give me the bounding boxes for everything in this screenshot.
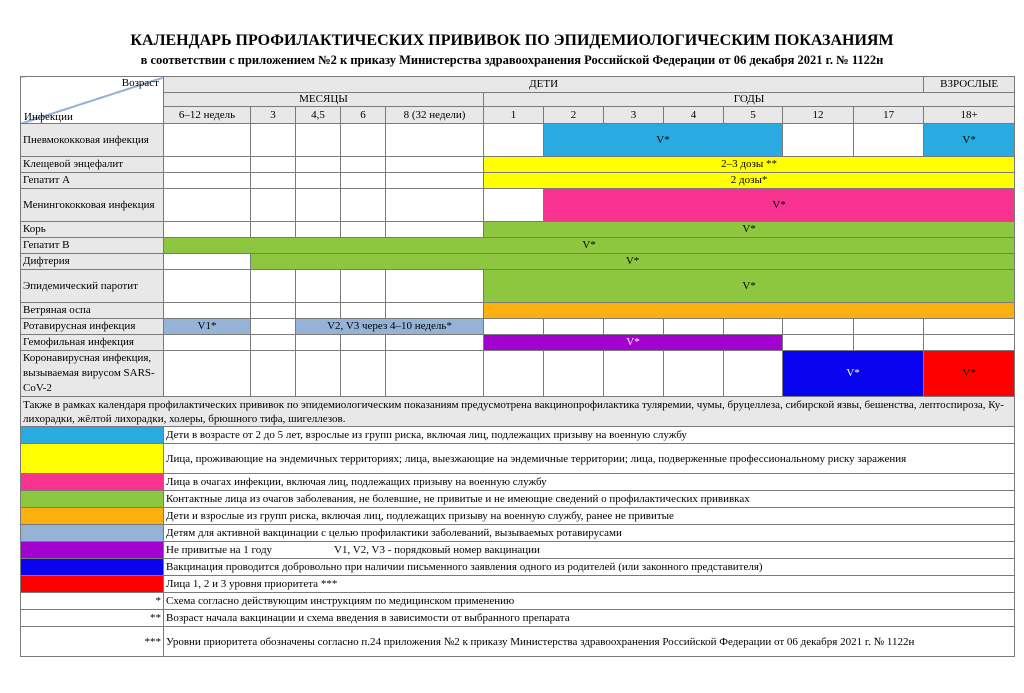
grid-cell	[386, 270, 484, 303]
table-row	[21, 124, 1015, 157]
grid-cell	[296, 270, 341, 303]
legend-text: Контактные лица из очагов заболевания, не болевшие, не привитые и не имеющие сведений о профилактических прививках	[164, 491, 1015, 508]
infection-label: Эпидемический паротит	[21, 270, 164, 303]
vaccine-bar: V*	[484, 270, 1015, 303]
infection-label: Ветряная оспа	[21, 303, 164, 319]
grid-cell	[484, 124, 544, 157]
grid-cell	[164, 124, 251, 157]
vaccine-bar	[484, 303, 1015, 319]
legend-swatch-lightblue	[21, 525, 164, 542]
legend-text-part2: V1, V2, V3 - порядковый номер вакцинации	[334, 544, 540, 556]
legend-row	[21, 525, 1015, 542]
grid-cell	[484, 189, 544, 222]
group-months: МЕСЯЦЫ	[164, 93, 484, 107]
vaccine-bar: V*	[164, 238, 1015, 254]
infection-label: Клещевой энцефалит	[21, 157, 164, 173]
group-adults: ВЗРОСЛЫЕ	[924, 77, 1015, 93]
infection-label: Гепатит А	[21, 173, 164, 189]
grid-cell	[296, 222, 341, 238]
grid-cell	[164, 270, 251, 303]
grid-cell	[341, 173, 386, 189]
legend-swatch-green	[21, 491, 164, 508]
vaccine-bar: V*	[783, 351, 924, 397]
grid-cell	[251, 157, 296, 173]
infection-label: Коронавирусная инфекция, вызываемая вирусом SARS-CoV-2	[21, 351, 164, 397]
footnote-marker: **	[21, 610, 164, 627]
vaccine-bar: V*	[251, 254, 1015, 270]
age-col-header: 6	[341, 107, 386, 124]
grid-cell	[251, 303, 296, 319]
legend-swatch-cyan	[21, 427, 164, 444]
legend-text: Дети и взрослые из групп риска, включая лиц, подлежащих призыву на военную службу, ранее не привитые	[164, 508, 1015, 525]
legend-swatch-purple	[21, 542, 164, 559]
grid-cell	[854, 319, 924, 335]
footnote-row	[21, 593, 1015, 610]
grid-cell	[296, 157, 341, 173]
group-children: ДЕТИ	[164, 77, 924, 93]
grid-cell	[251, 319, 296, 335]
vaccine-bar: V*	[924, 351, 1015, 397]
grid-cell	[484, 351, 544, 397]
group-years: ГОДЫ	[484, 93, 1015, 107]
table-row	[21, 173, 1015, 189]
grid-cell	[386, 124, 484, 157]
legend-swatch-blue	[21, 559, 164, 576]
legend-swatch-yellow	[21, 444, 164, 474]
grid-cell	[724, 351, 783, 397]
infection-label: Пневмококковая инфекция	[21, 124, 164, 157]
table-row	[21, 222, 1015, 238]
grid-cell	[924, 335, 1015, 351]
grid-cell	[341, 303, 386, 319]
legend-text: Лица, проживающие на эндемичных территориях; лица, выезжающие на эндемичные территории; лица, подверженные профессиональному риску заражения	[164, 444, 1015, 474]
page-title: КАЛЕНДАРЬ ПРОФИЛАКТИЧЕСКИХ ПРИВИВОК ПО ЭПИДЕМИОЛОГИЧЕСКИМ ПОКАЗАНИЯМ	[130, 32, 894, 49]
vaccine-bar: V2, V3 через 4–10 недель*	[296, 319, 484, 335]
infection-label: Дифтерия	[21, 254, 164, 270]
note-text: Также в рамках календаря профилактических прививок по эпидемиологическим показаниям предусмотрена вакцинопрофилактика туляремии, чумы, бруцеллеза, сибирской язвы, бешенства, лептоспироза, Ку-лихорадки, жёлтой лихорадки, холеры, брюшного тифа, шигеллезов.	[21, 397, 1015, 427]
page-subtitle: в соответствии с приложением №2 к приказу Министерства здравоохранения Российской Федерации от 06 декабря 2021 г. № 1122н	[140, 53, 884, 67]
legend-row	[21, 491, 1015, 508]
table-row	[21, 303, 1015, 319]
footnote-text: Возраст начала вакцинации и схема введения в зависимости от выбранного препарата	[164, 610, 1015, 627]
legend-row	[21, 427, 1015, 444]
footnote-row	[21, 610, 1015, 627]
vaccine-bar: 2–3 дозы **	[484, 157, 1015, 173]
footnote-marker: *	[21, 593, 164, 610]
grid-cell	[341, 351, 386, 397]
grid-cell	[341, 189, 386, 222]
legend-row	[21, 474, 1015, 491]
footnote-marker: ***	[21, 627, 164, 657]
grid-cell	[783, 335, 854, 351]
infection-label: Корь	[21, 222, 164, 238]
legend-swatch-red	[21, 576, 164, 593]
vaccine-bar: 2 дозы*	[484, 173, 1015, 189]
legend-text-part1: Не привитые на 1 году	[166, 544, 273, 556]
grid-cell	[164, 157, 251, 173]
legend-row	[21, 508, 1015, 525]
infection-label: Менингококковая инфекция	[21, 189, 164, 222]
grid-cell	[544, 351, 604, 397]
infection-label: Ротавирусная инфекция	[21, 319, 164, 335]
footnote-text: Схема согласно действующим инструкциям по медицинском применению	[164, 593, 1015, 610]
header-row-ages	[21, 107, 1015, 124]
legend-text: Вакцинация проводится добровольно при наличии письменного заявления одного из родителей (или законного представителя)	[164, 559, 1015, 576]
age-col-header: 17	[854, 107, 924, 124]
legend-text	[164, 542, 1015, 559]
grid-cell	[783, 124, 854, 157]
grid-cell	[386, 189, 484, 222]
grid-cell	[341, 157, 386, 173]
legend-text: Дети в возрасте от 2 до 5 лет, взрослые из групп риска, включая лиц, подлежащих призыву на военную службу	[164, 427, 1015, 444]
grid-cell	[924, 319, 1015, 335]
grid-cell	[604, 351, 664, 397]
age-col-header: 2	[544, 107, 604, 124]
grid-cell	[251, 189, 296, 222]
header-row-groups	[21, 77, 1015, 93]
infection-label: Гепатит B	[21, 238, 164, 254]
grid-cell	[544, 319, 604, 335]
table-row	[21, 157, 1015, 173]
grid-cell	[386, 173, 484, 189]
legend-swatch-pink	[21, 474, 164, 491]
grid-cell	[604, 319, 664, 335]
grid-cell	[724, 319, 783, 335]
grid-cell	[854, 335, 924, 351]
grid-cell	[386, 351, 484, 397]
legend-row	[21, 444, 1015, 474]
table-row	[21, 254, 1015, 270]
grid-cell	[164, 335, 251, 351]
grid-cell	[164, 222, 251, 238]
age-col-header: 1	[484, 107, 544, 124]
grid-cell	[296, 351, 341, 397]
legend-row	[21, 576, 1015, 593]
grid-cell	[341, 124, 386, 157]
corner-age-label: Возраст	[121, 77, 159, 89]
grid-cell	[341, 335, 386, 351]
grid-cell	[341, 222, 386, 238]
table-row	[21, 351, 1015, 397]
legend-swatch-orange	[21, 508, 164, 525]
grid-cell	[251, 222, 296, 238]
grid-cell	[251, 270, 296, 303]
footnote-text: Уровни приоритета обозначены согласно п.24 приложения №2 к приказу Министерства здравоохранения Российской Федерации от 06 декабря 2021 г. № 1122н	[164, 627, 1015, 657]
table-row	[21, 270, 1015, 303]
grid-cell	[341, 270, 386, 303]
grid-cell	[484, 319, 544, 335]
vaccine-bar: V*	[544, 124, 783, 157]
legend-row	[21, 542, 1015, 559]
legend-text: Детям для активной вакцинации с целью профилактики заболеваний, вызываемых ротавирусами	[164, 525, 1015, 542]
grid-cell	[386, 222, 484, 238]
grid-cell	[251, 335, 296, 351]
age-col-header: 4,5	[296, 107, 341, 124]
grid-cell	[164, 351, 251, 397]
footnote-row	[21, 627, 1015, 657]
grid-cell	[296, 189, 341, 222]
legend-text: Лица в очагах инфекции, включая лиц, подлежащих призыву на военную службу	[164, 474, 1015, 491]
grid-cell	[386, 303, 484, 319]
vaccine-bar: V*	[484, 222, 1015, 238]
age-col-header: 8 (32 недели)	[386, 107, 484, 124]
table-row	[21, 238, 1015, 254]
age-col-header: 5	[724, 107, 783, 124]
grid-cell	[164, 254, 251, 270]
infection-label: Гемофильная инфекция	[21, 335, 164, 351]
grid-cell	[783, 319, 854, 335]
note-row	[21, 397, 1015, 427]
age-col-header: 3	[251, 107, 296, 124]
header-row-units	[21, 93, 1015, 107]
table-row	[21, 189, 1015, 222]
grid-cell	[164, 173, 251, 189]
grid-cell	[664, 351, 724, 397]
age-col-header: 3	[604, 107, 664, 124]
grid-cell	[296, 303, 341, 319]
corner-infections-label: Инфекции	[24, 111, 73, 123]
grid-cell	[251, 351, 296, 397]
grid-cell	[664, 319, 724, 335]
vaccine-bar: V*	[544, 189, 1015, 222]
age-col-header: 6–12 недель	[164, 107, 251, 124]
table-row	[21, 335, 1015, 351]
age-col-header: 4	[664, 107, 724, 124]
age-col-header: 18+	[924, 107, 1015, 124]
grid-cell	[164, 189, 251, 222]
corner-cell	[21, 77, 164, 124]
grid-cell	[296, 173, 341, 189]
grid-cell	[251, 173, 296, 189]
vaccine-bar: V*	[484, 335, 783, 351]
grid-cell	[854, 124, 924, 157]
grid-cell	[164, 303, 251, 319]
grid-cell	[251, 124, 296, 157]
table-row	[21, 319, 1015, 335]
grid-cell	[386, 335, 484, 351]
legend-text: Лица 1, 2 и 3 уровня приоритета ***	[164, 576, 1015, 593]
grid-cell	[386, 157, 484, 173]
age-col-header: 12	[783, 107, 854, 124]
vaccine-bar: V1*	[164, 319, 251, 335]
legend-row	[21, 559, 1015, 576]
vaccine-bar: V*	[924, 124, 1015, 157]
grid-cell	[296, 124, 341, 157]
vaccination-table	[20, 76, 1015, 657]
grid-cell	[296, 335, 341, 351]
